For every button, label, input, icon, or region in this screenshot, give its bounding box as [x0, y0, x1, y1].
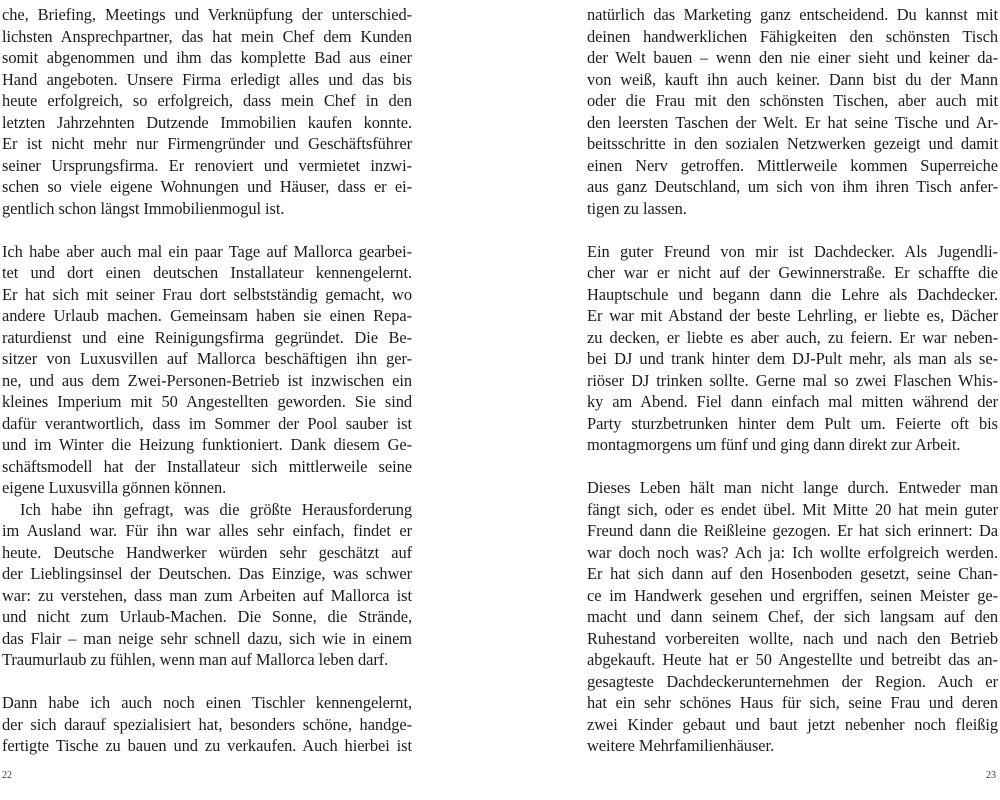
text-line: zu decken, er liebte es aber auch, zu feiern. Er war neben- — [587, 327, 998, 347]
text-line: Party sturzbetrunken hinter dem Pult um. Feierte oft bis — [587, 413, 998, 433]
text-line: Er hat sich dann auf den Hosenboden gesetzt, seine Chan- — [587, 564, 998, 583]
text-line: der sich darauf spezialisiert hat, besonders schöne, handge- — [2, 714, 412, 734]
text-line: der Welt bauen – wenn den nie einer sieht und keiner da- — [587, 48, 998, 67]
text-line: Traumurlaub zu fühlen, wenn man auf Mallorca leben darf. — [2, 650, 389, 669]
text-line: tet und dort einen deutschen Installateur kennengelernt. — [2, 263, 412, 282]
text-line: Dieses Leben hält man nicht lange durch. Entweder man — [587, 478, 998, 497]
text-line: oder die Frau mit den schönsten Tischen, aber auch mit — [587, 91, 998, 110]
text-line: ce im Handwerk gesehen und ergriffen, seinen Meister ge- — [587, 585, 998, 605]
text-line: fertigte Tische zu bauen und zu verkaufen. Auch hierbei ist — [2, 736, 412, 755]
text-line: tigen zu lassen. — [587, 198, 687, 218]
right-page-number: 23 — [986, 770, 996, 781]
text-line: und nicht zum Urlaub-Machen. Die Sonne, die Strände, — [2, 607, 412, 626]
text-line: letzten Jahrzehnten Dutzende Immobilien kaufen konnte. — [2, 112, 412, 132]
text-line: Ein guter Freund von mir ist Dachdecker. Als Jugendli- — [587, 241, 998, 261]
paragraph-gap — [587, 456, 998, 478]
paragraph-gap — [2, 671, 412, 693]
text-line: andere Urlaub machen. Gemeinsam haben sie einen Repa- — [2, 306, 412, 325]
text-line: raturdienst und eine Reinigungsfirma gegründet. Die Be- — [2, 327, 412, 347]
text-line: zwei Kinder gebaut und baut jetzt nebenher noch fleißig — [587, 714, 998, 734]
text-line: abgekauft. Heute hat er 50 Angestellte und betreibt das an- — [587, 650, 998, 669]
text-line: heute. Deutsche Handwerker würden sehr geschätzt auf — [2, 542, 412, 562]
text-line: und im Winter die Heizung funktioniert. Dank diesem Ge- — [2, 435, 412, 454]
text-line: hat ein sehr schönes Haus für sich, seine Frau und deren — [587, 693, 998, 712]
text-line: Freund dann die Reißleine gezogen. Er hat sich erinnert: Da — [587, 521, 998, 540]
text-line: kleines Imperium mit 50 Angestellten geworden. Sie sind — [2, 392, 412, 411]
text-line: schäftsmodell hat der Installateur sich mittlerweile seine — [2, 456, 412, 476]
text-line: seiner Ursprungsfirma. Er renoviert und vermietet inzwi- — [2, 155, 412, 175]
text-line: dafür verantwortlich, dass im Sommer der Pool sauber ist — [2, 413, 412, 433]
left-text-column — [2, 4, 412, 757]
text-line: schen so viele eigene Wohnungen und Häuser, dass er ei- — [2, 177, 412, 196]
text-line: beitsschritte in den sozialen Netzwerken gezeigt und damit — [587, 134, 998, 153]
text-line: heute erfolgreich, so erfolgreich, dass mein Chef in den — [2, 91, 412, 110]
text-line: Er war mit Abstand der beste Lehrling, er liebte es, Dächer — [587, 306, 998, 325]
text-line: der Lieblingsinsel der Deutschen. Das Einzige, was schwer — [2, 564, 412, 583]
text-line: Ich habe ihn gefragt, was die größte Herausforderung — [20, 499, 412, 519]
text-line: aus ganz Deutschland, um sich von ihm ihren Tisch anfer- — [587, 177, 998, 196]
text-line: ne, und aus dem Zwei-Personen-Betrieb ist inzwischen ein — [2, 370, 412, 390]
text-line: gentlich schon längst Immobilienmogul ist. — [2, 198, 285, 218]
text-line: Dann habe ich auch noch einen Tischler kennengelernt, — [2, 693, 412, 712]
text-line: lichsten Ansprechpartner, das hat mein Chef dem Kunden — [2, 26, 412, 46]
text-line: war doch noch was? Ach ja: Ich wollte erfolgreich werden. — [587, 542, 998, 562]
text-line: ky am Abend. Fiel dann einfach mal mitten während der — [587, 392, 998, 411]
text-line: fängt sich, oder es endet übel. Mit Mitte 20 hat mein guter — [587, 499, 998, 519]
text-line: eigene Luxusvilla gönnen können. — [2, 478, 227, 497]
text-line: im Ausland war. Für ihn war alles sehr einfach, findet er — [2, 521, 412, 540]
text-line: einen Nerv getroffen. Mittlerweile kommen Superreiche — [587, 155, 998, 175]
text-line: den leersten Taschen der Welt. Er hat seine Tische und Ar- — [587, 112, 998, 132]
paragraph-gap — [2, 219, 412, 241]
text-line: weitere Mehrfamilienhäuser. — [587, 736, 775, 755]
text-line: von weiß, kauft ihn auch keiner. Dann bist du der Mann — [587, 69, 998, 89]
text-line: war: zu verstehen, dass man zum Arbeiten auf Mallorca ist — [2, 585, 412, 605]
paragraph-gap — [587, 219, 998, 241]
text-line: deinen handwerklichen Fähigkeiten den schönsten Tisch — [587, 26, 998, 46]
text-line: Ruhestand vorbereiten wollte, nach und nach den Betrieb — [587, 628, 998, 648]
text-line: Er ist nicht mehr nur Firmengründer und Geschäftsführer — [2, 134, 412, 153]
text-line: Er hat sich mit seiner Frau dort selbstständig gemacht, wo — [2, 284, 412, 304]
text-line: bei DJ und trank hinter dem DJ-Pult mehr, als man als se- — [587, 349, 998, 368]
text-line: somit abgenommen und ihm das komplette Bad aus einer — [2, 48, 412, 67]
text-line: riöser DJ trinken sollte. Gerne mal so zwei Flaschen Whis- — [587, 370, 998, 390]
text-line: montagmorgens um fünf und ging dann direkt zur Arbeit. — [587, 435, 961, 454]
text-line: che, Briefing, Meetings und Verknüpfung der unterschied- — [2, 5, 412, 24]
right-text-column — [587, 4, 998, 757]
text-line: das Flair – man neige sehr schnell dazu, sich wie in einem — [2, 628, 412, 648]
text-line: cher war er nicht auf der Gewinnerstraße. Er schaffte die — [587, 263, 998, 282]
text-line: Hauptschule und begann dann die Lehre als Dachdecker. — [587, 284, 998, 304]
text-line: gesagteste Dachdeckerunternehmen der Region. Auch er — [587, 671, 998, 691]
text-line: macht und dann seinem Chef, der sich langsam auf den — [587, 607, 998, 626]
left-page-number: 22 — [2, 770, 12, 781]
text-line: Hand angeboten. Unsere Firma erledigt alles und das bis — [2, 69, 412, 89]
text-line: sitzer von Luxusvillen auf Mallorca beschäftigen ihn ger- — [2, 349, 412, 368]
right-page — [500, 0, 1000, 800]
text-line: Ich habe aber auch mal ein paar Tage auf Mallorca gearbei- — [2, 241, 412, 261]
text-line: natürlich das Marketing ganz entscheidend. Du kannst mit — [587, 5, 998, 24]
